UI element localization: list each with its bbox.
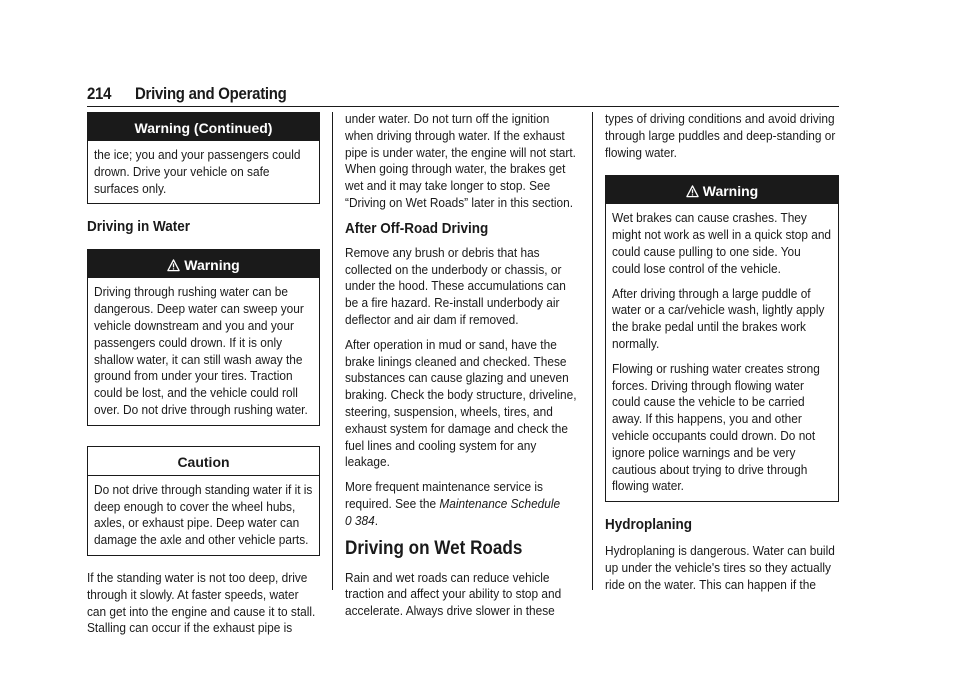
body-paragraph: Remove any brush or debris that has collected on the underbody or chassis, or under the hood. These accumulations can be a fire hazard. Re-install underbody air deflector and air dam if removed.: [345, 244, 566, 327]
section-heading: After Off-Road Driving: [345, 219, 489, 237]
warning-box-text: Driving through rushing water can be dangerous. Deep water can sweep your vehicle downstream and you and your passengers could drown. If it is only shallow water, it can still wash away the ground from under your tires. Traction could be lost, and the vehicle could roll over. Do not drive through rushing water.: [94, 284, 308, 417]
body-paragraph: Rain and wet roads can reduce vehicle traction and affect your ability to stop and accelerate. Always drive slower in these: [345, 569, 562, 619]
section-heading: Hydroplaning: [605, 516, 693, 534]
reference-end: .: [374, 512, 379, 528]
caution-box: [87, 446, 320, 556]
warning-box-text: After driving through a large puddle of water or a car/vehicle wash, lightly apply the brake pedal until the brakes work normally.: [612, 285, 825, 351]
column-3: [605, 111, 839, 602]
body-paragraph: Hydroplaning is dangerous. Water can build up under the vehicle's tires so they actually ride on the water. This can happen if the: [605, 543, 835, 592]
warning-box-title: Warning (Continued): [88, 113, 319, 141]
section-heading: Driving in Water: [87, 218, 191, 236]
column-divider: [592, 112, 593, 590]
column-2: [345, 111, 578, 628]
caution-box-title: Caution: [88, 447, 319, 476]
warning-box-text: Flowing or rushing water creates strong forces. Driving through flowing water could cause the vehicle to be carried away. If this happens, you and other vehicle occupants could drown. Do not ignore police warnings and be very cautious about trying to drive through flowing water.: [612, 360, 820, 494]
warning-box-header: [606, 176, 838, 204]
warning-triangle-icon: [167, 259, 180, 272]
warning-box-title: Warning: [184, 257, 240, 274]
body-paragraph: After operation in mud or sand, have the brake linings cleaned and checked. These substances can cause glazing and uneven braking. Check the body structure, driveline, steering, suspension, wheels, tires, and exhaust system for damage and check the fuel lines and cooling system for any leakage.: [345, 336, 577, 470]
section-title: Driving and Operating: [135, 84, 287, 103]
warning-continued-box: [87, 112, 320, 204]
reference-text: More frequent maintenance service is required. See the: [345, 479, 543, 511]
page-number: 214: [87, 84, 112, 103]
warning-triangle-icon: [686, 185, 699, 198]
body-paragraph: types of driving conditions and avoid driving through large puddles and deep-standing or flowing water.: [605, 111, 836, 160]
warning-box-text: Wet brakes can cause crashes. They might not work as well in a quick stop and could cause pulling to one side. You could lose control of the vehicle.: [612, 210, 832, 276]
reference-link[interactable]: Maintenance Schedule: [439, 495, 561, 511]
major-heading: Driving on Wet Roads: [345, 537, 523, 559]
column-divider: [332, 112, 333, 590]
cross-reference-paragraph: [345, 479, 578, 529]
column-1: [87, 112, 320, 645]
body-paragraph: under water. Do not turn off the ignition when driving through water. If the exhaust pipe is under water, the engine will not start. When going through water, the brakes get wet and it may take longer to stop. See “Driving on Wet Roads” later in this section.: [345, 111, 576, 210]
body-paragraph: If the standing water is not too deep, drive through it slowly. At faster speeds, water can get into the engine and cause it to stall. Stalling can occur if the exhaust pipe is: [87, 569, 316, 636]
reference-page[interactable]: 0 384: [345, 512, 375, 528]
warning-box-title: Warning: [702, 183, 759, 200]
warning-box: [605, 175, 839, 502]
warning-box-header: [88, 250, 319, 278]
warning-box: [87, 249, 320, 425]
caution-box-text: Do not drive through standing water if it is deep enough to cover the wheel hubs, axles, or exhaust pipe. Deep water can damage the axle and other vehicle parts.: [94, 481, 313, 548]
warning-box-text: the ice; you and your passengers could drown. Drive your vehicle on safe surfaces only.: [94, 147, 301, 196]
page-header: [87, 82, 839, 107]
